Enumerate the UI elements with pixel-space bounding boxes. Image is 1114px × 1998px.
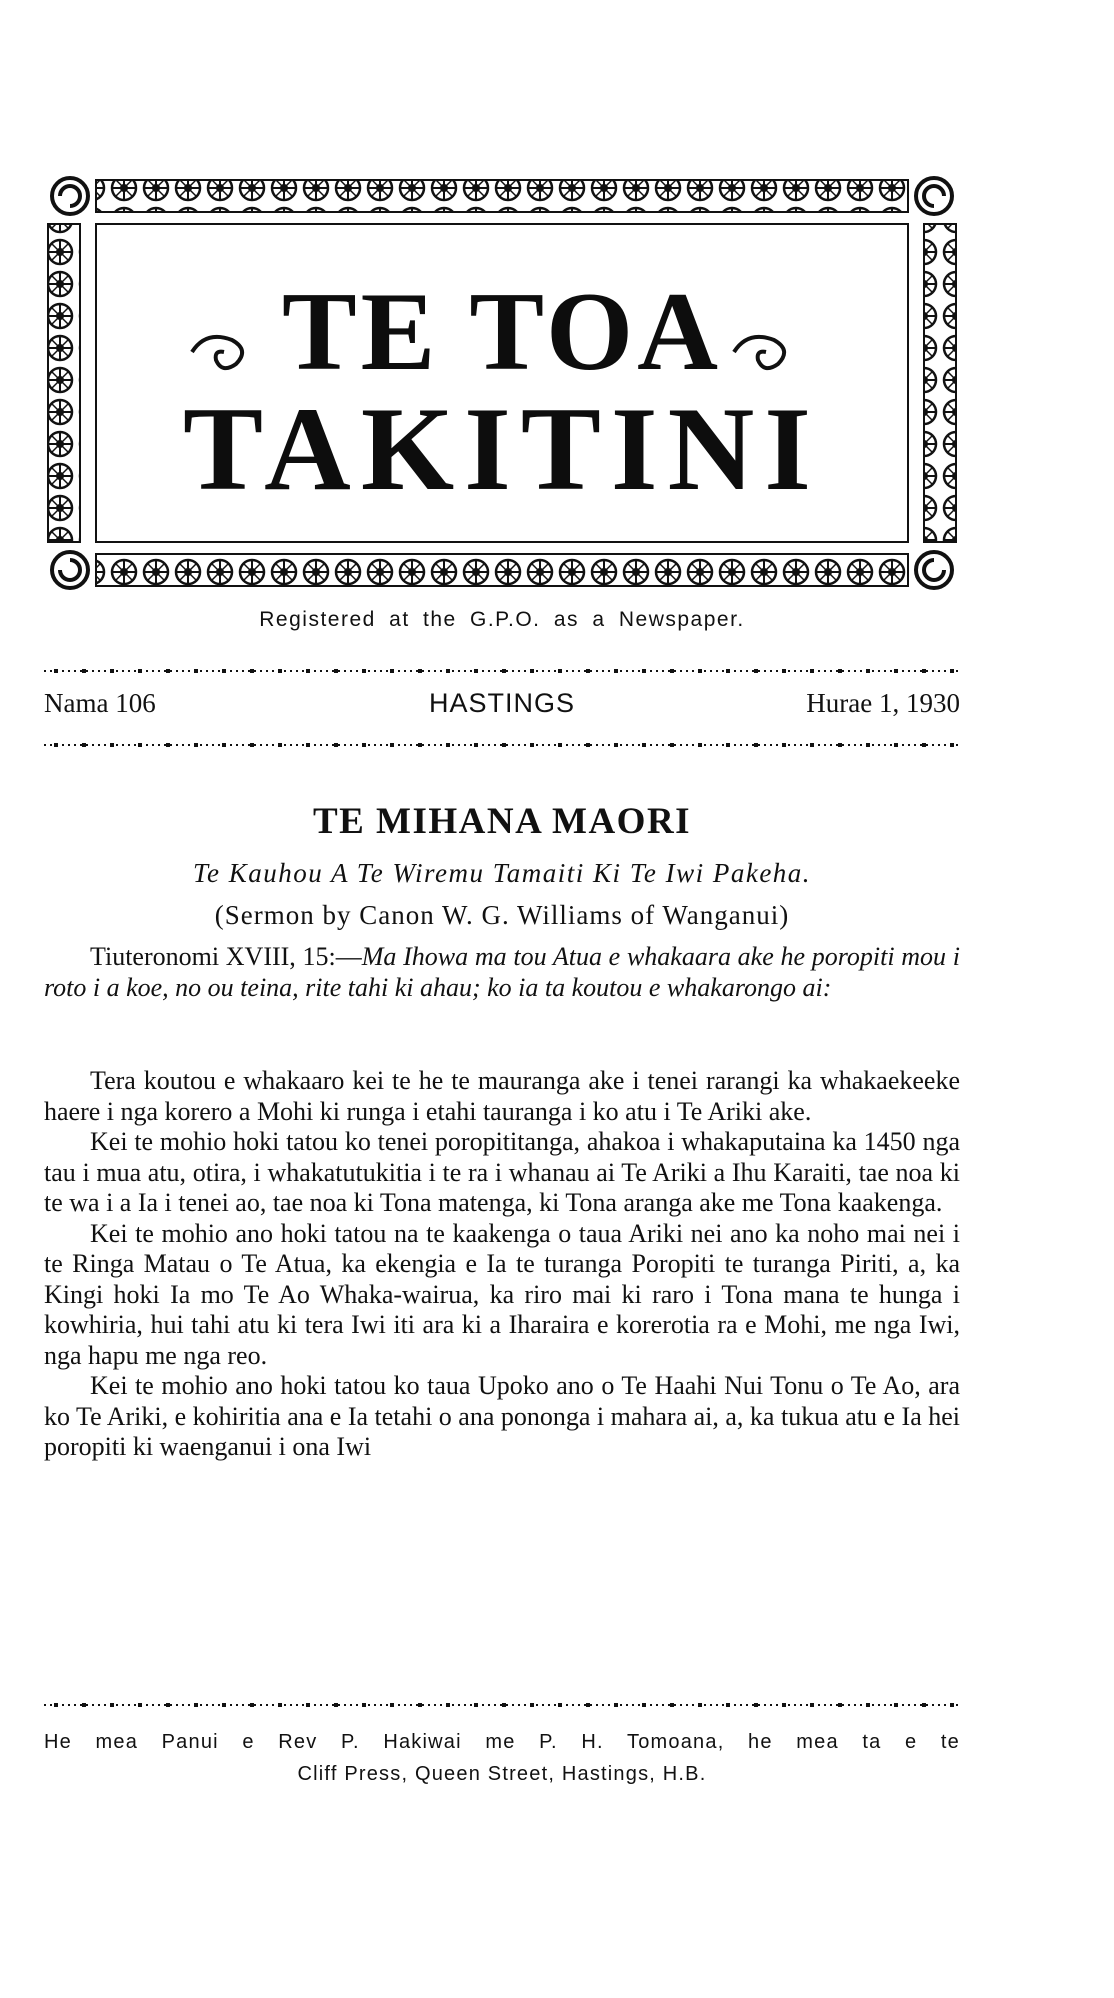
verse-text: Ma Ihowa ma tou Atua e whakaara ake he poropiti mou i roto i a koe, no ou teina, rite tahi ki ahau; ko ia ta koutou e whakarongo ai: (44, 942, 961, 1002)
verse-reference: Tiuteronomi XVIII, 15:— (90, 942, 362, 971)
masthead-title-second-line: TAKITINI (183, 382, 821, 515)
masthead-title: TE TOA (281, 270, 723, 394)
article-title: TE MIHANA MAORI (312, 801, 692, 842)
issue-city: HASTINGS (428, 688, 576, 718)
scripture-verse (44, 942, 960, 1003)
article-body (44, 1066, 960, 1463)
issue-number: Nama 106 (44, 688, 156, 718)
dotted-rule (44, 1700, 960, 1710)
sermon-note: (Sermon by Canon W. G. Williams of Wanganui) (214, 900, 790, 930)
issue-info (44, 688, 960, 728)
masthead (44, 172, 960, 594)
paragraph: Kei te mohio hoki tatou ko tenei poropititanga, ahakoa i whakaputaina ka 1450 nga tau i mua atu, otira, i whakatutukitia i te ra i whanau ai Te Ariki a Ihu Karaiti, tae noa ki te wa i a Ia i tenei ao, tae noa ki Tona matenga, ki Tona aranga ake me Tona kaakenga. (44, 1127, 960, 1217)
paragraph: Kei te mohio ano hoki tatou na te kaakenga o taua Ariki nei ano ka noho mai nei i te Ringa Matau o Te Atua, ka ekengia e Ia te turanga Poropiti te turanga Piriti, a, ka Kingi hoki Ia mo Te Ao Whaka-wairua, ka riro mai ki raro i Tona mana te hunga i kowhiria, hui tahi atu ki tera Iwi iti ara ki a Iharaira e korerotia ra e Mohi, me nga Iwi, nga hapu me nga reo. (44, 1218, 960, 1370)
paragraph: Kei te mohio ano hoki tatou ko taua Upoko ano o Te Haahi Nui Tonu o Te Ao, ara ko Te Ariki, e kohiritia ana e Ia tetahi o ana pononga i mahara ai, a, ka tukua atu e Ia hei poropiti ki waenganui i ona Iwi (44, 1371, 961, 1461)
publisher-footer (44, 1726, 960, 1790)
article-subtitle: Te Kauhou A Te Wiremu Tamaiti Ki Te Iwi Pakeha. (192, 858, 812, 888)
printer-line: Cliff Press, Queen Street, Hastings, H.B. (297, 1763, 707, 1785)
publisher-line: He mea Panui e Rev P. Hakiwai me P. H. Tomoana, he mea ta e te (44, 1731, 960, 1753)
paragraph: Tera koutou e whakaaro kei te he te mauranga ake i tenei rarangi ka whakaekeeke haere i nga korero a Mohi ki runga i etahi tauranga i ko atu i Te Ariki ake. (44, 1066, 960, 1126)
dotted-rule (44, 740, 960, 750)
dotted-rule (44, 666, 960, 676)
registration-notice: Registered at the G.P.O. as a Newspaper. (259, 608, 745, 631)
issue-date: Hurae 1, 1930 (806, 688, 960, 718)
